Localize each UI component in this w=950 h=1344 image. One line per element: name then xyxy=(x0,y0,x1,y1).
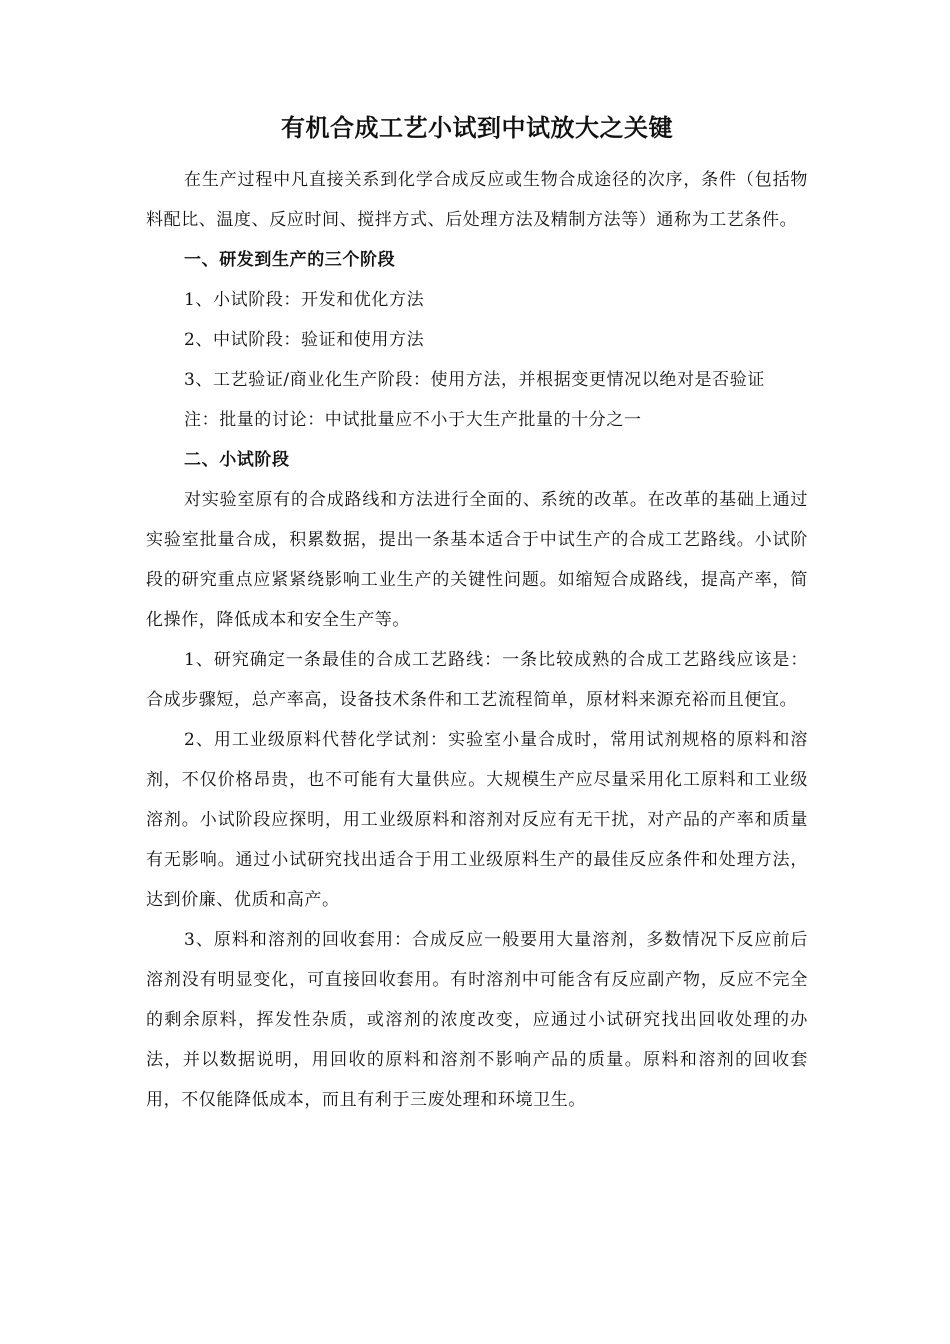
section-heading-stages: 一、研发到生产的三个阶段 xyxy=(184,250,396,270)
intro-paragraph: 在生产过程中凡直接关系到化学合成反应或生物合成途径的次序，条件（包括物料配比、温度、反应时间、搅拌方式、后处理方法及精制方法等）通称为工艺条件。 xyxy=(146,170,808,230)
stage-item: 2、中试阶段：验证和使用方法 xyxy=(184,330,425,350)
small-trial-item: 3、原料和溶剂的回收套用：合成反应一般要用大量溶剂，多数情况下反应前后溶剂没有明显变化，可直接回收套用。有时溶剂中可能含有反应副产物，反应不完全的剩余原料，挥发性杂质，或溶剂的浓度改变，应通过小试研究找出回收处理的办法，并以数据说明，用回收的原料和溶剂不影响产品的质量。原料和溶剂的回收套用，不仅能降低成本，而且有利于三废处理和环境卫生。 xyxy=(146,930,808,1110)
document-title: 有机合成工艺小试到中试放大之关键 xyxy=(281,114,673,142)
small-trial-item: 1、研究确定一条最佳的合成工艺路线：一条比较成熟的合成工艺路线应该是：合成步骤短，总产率高，设备技术条件和工艺流程简单，原材料来源充裕而且便宜。 xyxy=(146,650,808,710)
section-heading-small-trial: 二、小试阶段 xyxy=(184,450,290,470)
document-body xyxy=(146,160,808,1120)
small-trial-item: 2、用工业级原料代替化学试剂：实验室小量合成时，常用试剂规格的原料和溶剂，不仅价格昂贵，也不可能有大量供应。大规模生产应尽量采用化工原料和工业级溶剂。小试阶段应探明，用工业级原料和溶剂对反应有无干扰，对产品的产率和质量有无影响。通过小试研究找出适合于用工业级原料生产的最佳反应条件和处理方法，达到价廉、优质和高产。 xyxy=(146,730,808,910)
small-trial-intro-paragraph: 对实验室原有的合成路线和方法进行全面的、系统的改革。在改革的基础上通过实验室批量合成，积累数据，提出一条基本适合于中试生产的合成工艺路线。小试阶段的研究重点应紧紧绕影响工业生产的关键性问题。如缩短合成路线，提高产率，简化操作，降低成本和安全生产等。 xyxy=(146,490,808,630)
stage-item: 3、工艺验证/商业化生产阶段：使用方法，并根据变更情况以绝对是否验证 xyxy=(184,370,765,390)
batch-note: 注：批量的讨论：中试批量应不小于大生产批量的十分之一 xyxy=(184,410,642,430)
stage-item: 1、小试阶段：开发和优化方法 xyxy=(184,290,425,310)
